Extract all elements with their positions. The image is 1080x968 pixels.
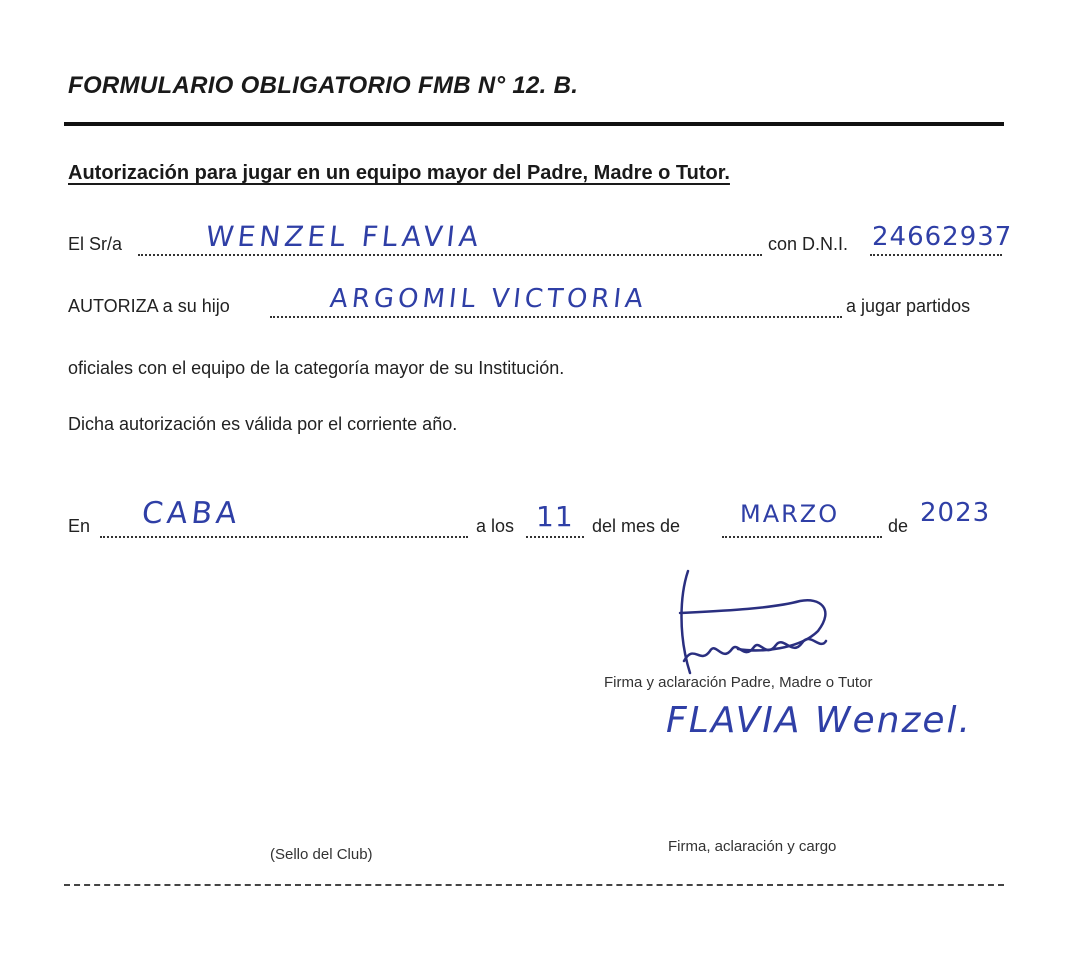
year-label: de xyxy=(888,516,909,536)
official-signature-label: Firma, aclaración y cargo xyxy=(668,838,837,855)
club-seal-label: (Sello del Club) xyxy=(270,846,373,863)
section-title: Autorización para jugar en un equipo mayor del Padre, Madre o Tutor. xyxy=(68,162,730,184)
parent-signature-drawing xyxy=(650,565,870,685)
dni-value[interactable]: 24662937 xyxy=(872,222,1013,252)
title-divider xyxy=(64,122,1004,126)
play-label: a jugar partidos xyxy=(846,296,971,316)
name-label: El Sr/a xyxy=(68,234,123,254)
place-dotted-line xyxy=(100,536,468,538)
month-label: del mes de xyxy=(592,516,681,536)
day-label: a los xyxy=(476,516,515,536)
name-dotted-line xyxy=(138,254,762,256)
month-dotted-line xyxy=(722,536,882,538)
validity-text: Dicha autorización es válida por el corriente año. xyxy=(68,414,458,434)
parent-name-value[interactable]: WENZEL FLAVIA xyxy=(204,220,484,253)
form-title: FORMULARIO OBLIGATORIO FMB N° 12. B. xyxy=(68,72,579,99)
printed-signature-name: FLAVIA Wenzel. xyxy=(666,700,972,741)
place-value[interactable]: CABA xyxy=(140,496,243,531)
dni-label: con D.N.I. xyxy=(768,234,849,254)
child-dotted-line xyxy=(270,316,842,318)
year-value[interactable]: 2023 xyxy=(920,498,991,528)
authorizes-label: AUTORIZA a su hijo xyxy=(68,296,230,316)
child-name-value[interactable]: ARGOMIL VICTORIA xyxy=(328,284,649,314)
place-label: En xyxy=(68,516,91,536)
bottom-dashed-line xyxy=(64,884,1004,886)
dni-dotted-line xyxy=(870,254,1002,256)
official-matches-text: oficiales con el equipo de la categoría mayor de su Institución. xyxy=(68,358,565,378)
day-dotted-line xyxy=(526,536,584,538)
day-value[interactable]: 11 xyxy=(536,500,574,533)
month-value[interactable]: MARZO xyxy=(740,500,840,528)
signature-caption: Firma y aclaración Padre, Madre o Tutor xyxy=(604,674,873,691)
